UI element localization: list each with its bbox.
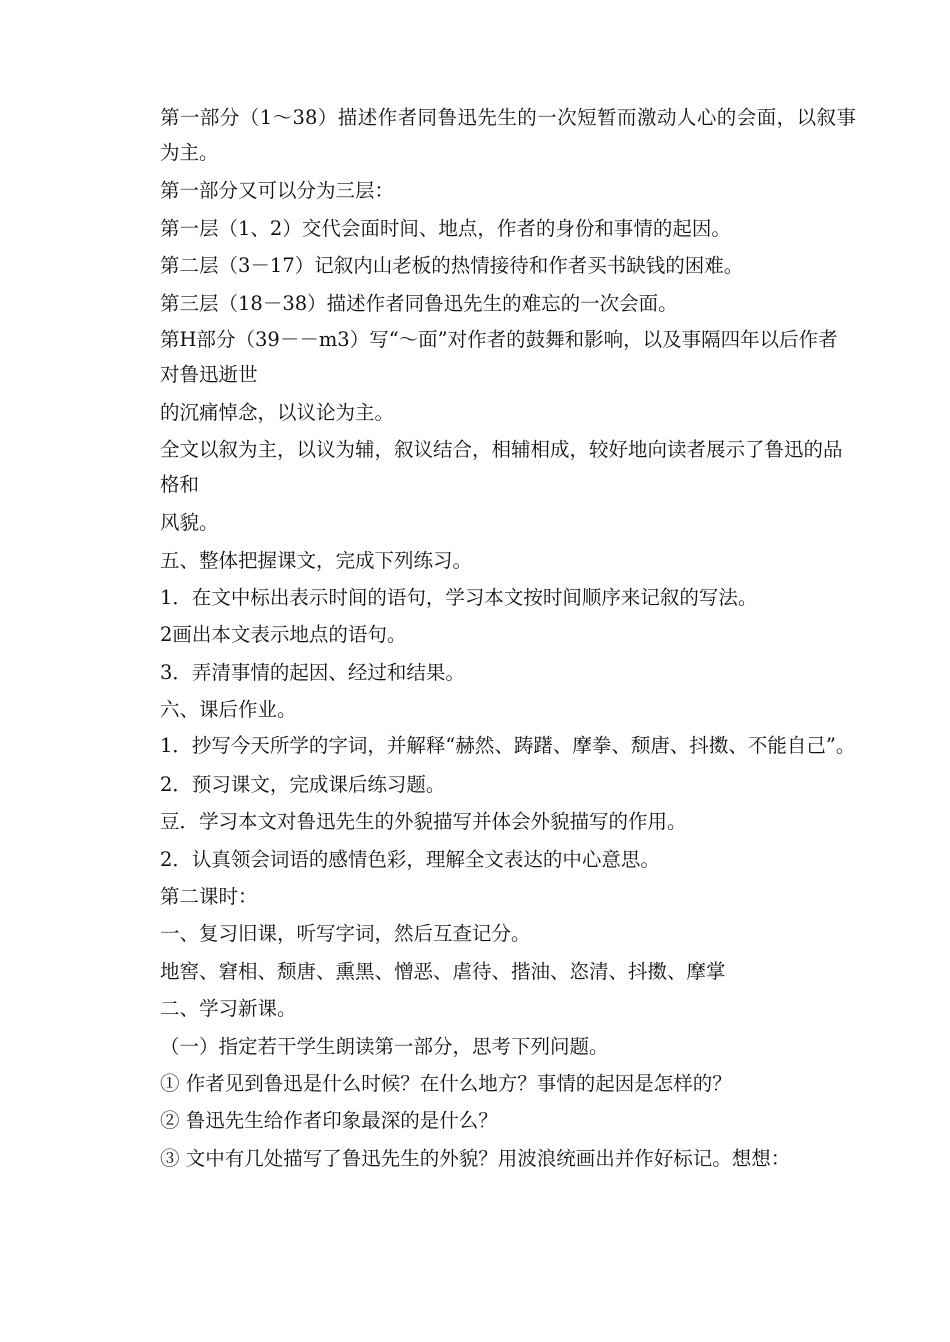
step-reading: （一）指定若干学生朗读第一部分，思考下列问题。 — [160, 1034, 609, 1058]
document-body — [104, 100, 856, 1177]
paragraph-part-one-layers: 第一部分又可以分为三层： — [160, 179, 395, 203]
paragraph-layer-one: 第一层（1、2）交代会面时间、地点，作者的身份和事情的起因。 — [160, 216, 731, 240]
step-new-lesson: 二、学习新课。 — [160, 997, 297, 1021]
heading-section-five: 五、整体把握课文，完成下列练习。 — [160, 548, 473, 572]
heading-section-six: 六、课后作业。 — [160, 698, 297, 722]
vocabulary-list: 地窖、窘相、颓唐、熏黑、憎恶、虐待、揩油、恣清、抖擞、摩掌 — [160, 959, 726, 983]
question-1: ① 作者见到鲁迅是什么时候？在什么地方？事情的起因是怎样的？ — [160, 1071, 732, 1095]
heading-second-lesson: 第二课时： — [160, 885, 258, 909]
exercise-item-2: 2画出本文表示地点的语句。 — [160, 623, 407, 647]
question-2: ② 鲁迅先生给作者印象最深的是什么？ — [160, 1109, 498, 1133]
homework-item-2: 2．预习课文，完成课后练习题。 — [160, 772, 446, 796]
question-3: ③ 文中有几处描写了鲁迅先生的外貌？用波浪统画出并作好标记。想想： — [160, 1146, 791, 1170]
paragraph-part-two: 第H部分（39－－m3）写“～面”对作者的鼓舞和影响，以及事隔四年以后作者对鲁迅逝世 — [160, 327, 838, 386]
paragraph-part-two-continued: 的沉痛悼念，以议论为主。 — [160, 401, 395, 425]
paragraph-part-one: 第一部分（1～38）描述作者同鲁迅先生的一次短暂而激动人心的会面，以叙事为主。 — [160, 106, 856, 164]
exercise-item-1: 1．在文中标出表示时间的语句，学习本文按时间顺序来记叙的写法。 — [160, 585, 758, 609]
goal-item-1: 豆．学习本文对鲁迅先生的外貌描写并体会外貌描写的作用。 — [160, 810, 687, 834]
goal-item-2: 2．认真领会词语的感情色彩，理解全文表达的中心意思。 — [160, 847, 660, 871]
paragraph-layer-three: 第三层（18－38）描述作者同鲁迅先生的难忘的一次会面。 — [160, 291, 678, 315]
paragraph-summary-continued: 风貌。 — [160, 511, 219, 535]
paragraph-layer-two: 第二层（3－17）记叙内山老板的热情接待和作者买书缺钱的困难。 — [160, 254, 744, 278]
exercise-item-3: 3．弄清事情的起因、经过和结果。 — [160, 660, 465, 684]
step-review: 一、复习旧课，听写字词，然后互查记分。 — [160, 922, 531, 946]
homework-item-1: 1．抄写今天所学的字词，并解释“赫然、踌躇、摩拳、颓唐、抖擞、不能自己”。 — [160, 734, 856, 758]
paragraph-summary: 全文以叙为主，以议为辅，叙议结合，相辅相成，较好地向读者展示了鲁迅的品格和 — [160, 437, 843, 496]
